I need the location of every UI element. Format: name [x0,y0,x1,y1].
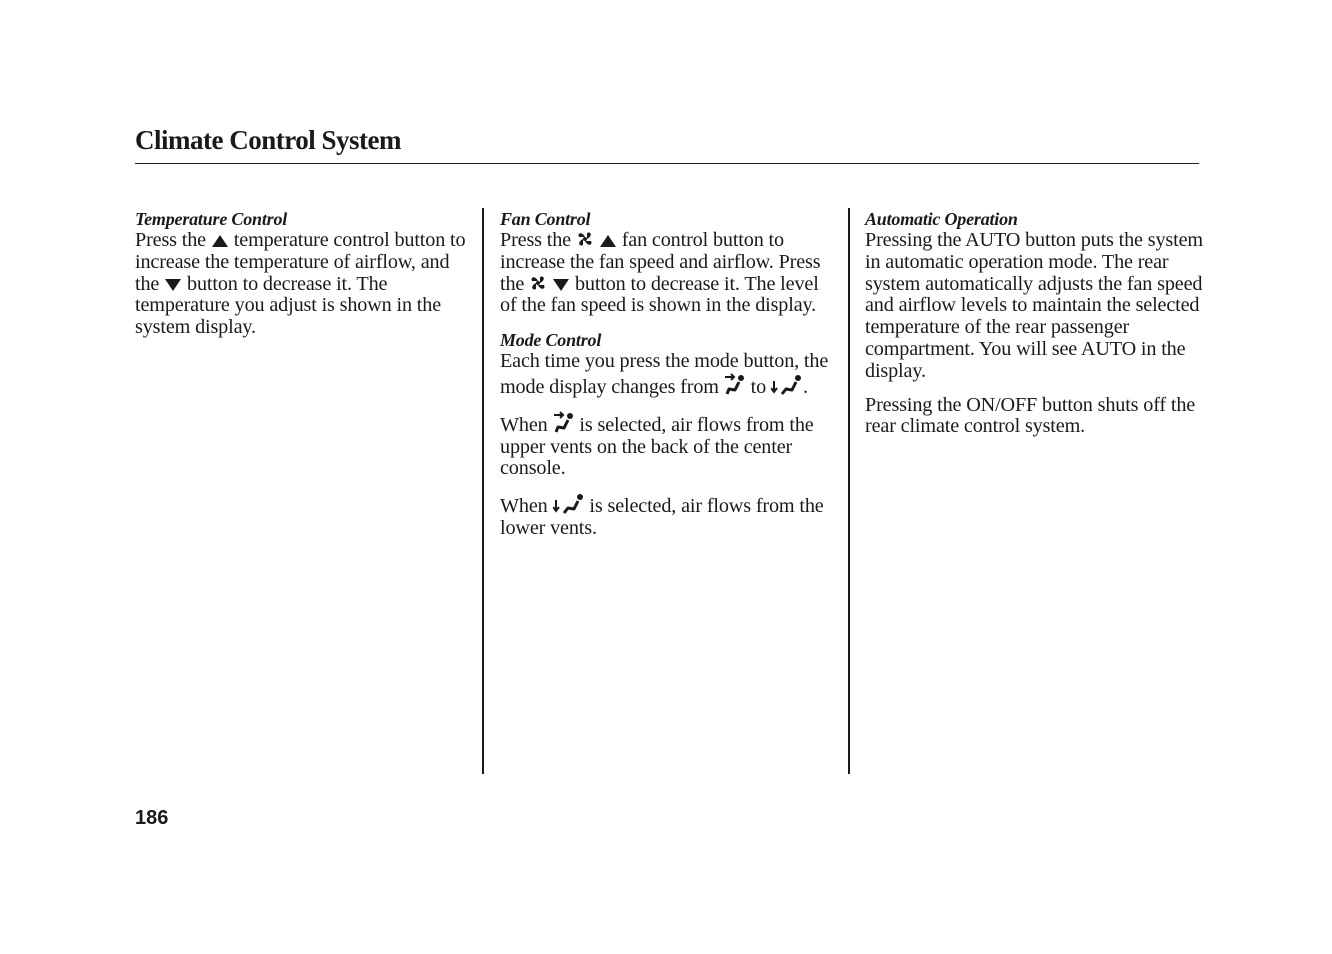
column-divider [482,208,484,774]
upper-vent-mode-icon [724,373,746,395]
up-arrow-icon [599,234,617,248]
column-divider [848,208,850,774]
fan-control-text: Press the fan control button to increase the fan speed and airflow. Press the button to decrease it. The level of the fan speed is shown in the display. [500,229,821,317]
down-arrow-icon [164,278,182,292]
lower-vent-mode-icon [553,492,585,514]
up-arrow-icon [211,234,229,248]
mode-control-heading: Mode Control [500,330,602,351]
down-arrow-icon [552,278,570,292]
temperature-control-heading: Temperature Control [135,209,288,229]
column-fan-mode [500,208,840,540]
automatic-operation-heading: Automatic Operation [865,209,1018,229]
upper-vent-text: When is selected, air flows from the upper vents on the back of the center console. [500,411,840,480]
lower-vent-mode-icon [771,373,803,395]
fan-icon [529,274,547,292]
page-title: Climate Control System [135,120,1199,164]
fan-icon [576,230,594,248]
automatic-operation-text: Pressing the AUTO button puts the system in automatic operation mode. The rear system automatically adjusts the fan speed and airflow levels to maintain the selected temperature of the rear passenger compartment. You will see AUTO in the display. [865,229,1203,382]
temperature-control-text: Press the temperature control button to increase the temperature of airflow, and the button to decrease it. The temperature you adjust is shown in the system display. [135,229,466,339]
lower-vent-text: When is selected, air flows from the lower vents. [500,492,840,540]
page-number: 186 [135,807,169,829]
on-off-text: Pressing the ON/OFF button shuts off the rear climate control system. [865,393,1196,438]
fan-control-heading: Fan Control [500,209,591,229]
upper-vent-mode-icon [553,411,575,433]
column-automatic [865,208,1205,438]
mode-control-text: Each time you press the mode button, the mode display changes from to . [500,350,829,398]
column-temperature [135,208,475,351]
